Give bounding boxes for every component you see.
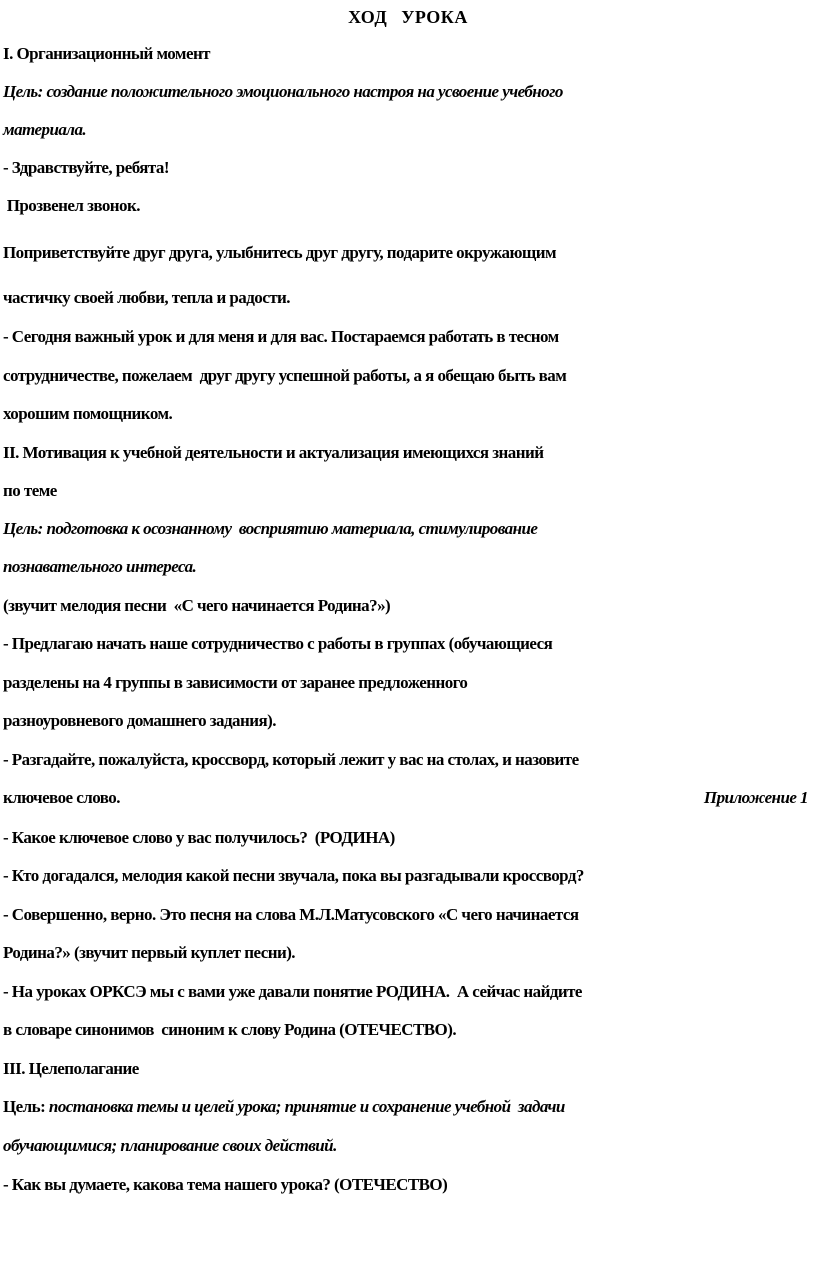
section-heading-3: III. Целеполагание: [3, 1059, 139, 1078]
text-line: частичку своей любви, тепла и радости.: [3, 288, 290, 307]
title-word-2: УРОКА: [401, 7, 468, 27]
text-line: Прозвенел звонок.: [3, 196, 140, 215]
goal-line: познавательного интереса.: [3, 557, 197, 576]
section-heading-1: I. Организационный момент: [3, 44, 210, 63]
text-line: - Разгадайте, пожалуйста, кроссворд, который лежит у вас на столах, и назовите: [3, 750, 579, 769]
text-line: (звучит мелодия песни «С чего начинается Родина?»): [3, 596, 391, 615]
appendix-reference: Приложение 1: [703, 788, 808, 807]
text-line: - На уроках ОРКСЭ мы с вами уже давали понятие РОДИНА. А сейчас найдите: [3, 982, 582, 1001]
appendix-line: [3, 788, 812, 808]
goal-line: [3, 1097, 812, 1117]
text-line: сотрудничестве, пожелаем друг другу успешной работы, а я обещаю быть вам: [3, 366, 567, 385]
text-line: - Как вы думаете, какова тема нашего урока? (ОТЕЧЕСТВО): [3, 1175, 448, 1194]
text-line: - Какое ключевое слово у вас получилось? (РОДИНА): [3, 828, 395, 847]
goal-label: Цель:: [3, 1097, 49, 1116]
text-line: - Здравствуйте, ребята!: [3, 158, 169, 177]
text-line: Родина?» (звучит первый куплет песни).: [3, 943, 296, 962]
section-heading-2: II. Мотивация к учебной деятельности и актуализация имеющихся знаний: [3, 443, 544, 462]
title-word-1: ХОД: [348, 7, 388, 27]
text-line: разноуровневого домашнего задания).: [3, 711, 276, 730]
lesson-title: [0, 7, 816, 27]
text-line: - Совершенно, верно. Это песня на слова М.Л.Матусовского «С чего начинается: [3, 905, 579, 924]
section-heading-2-cont: по теме: [3, 481, 57, 500]
goal-line: материала.: [3, 120, 87, 139]
text-line: в словаре синонимов синоним к слову Родина (ОТЕЧЕСТВО).: [3, 1020, 457, 1039]
goal-line: Цель: подготовка к осознанному восприятию материала, стимулирование: [3, 519, 538, 538]
text-line: - Предлагаю начать наше сотрудничество с работы в группах (обучающиеся: [3, 634, 553, 653]
text-line: хорошим помощником.: [3, 404, 173, 423]
text-line: - Кто догадался, мелодия какой песни звучала, пока вы разгадывали кроссворд?: [3, 866, 584, 885]
goal-line: обучающимися; планирование своих действий.: [3, 1136, 337, 1155]
text-line: ключевое слово.: [3, 788, 120, 807]
goal-text: постановка темы и целей урока; принятие и сохранение учебной задачи: [48, 1097, 565, 1116]
text-line: разделены на 4 группы в зависимости от заранее предложенного: [3, 673, 468, 692]
goal-line: Цель: создание положительного эмоционального настроя на усвоение учебного: [3, 82, 563, 101]
text-line: - Сегодня важный урок и для меня и для вас. Постараемся работать в тесном: [3, 327, 559, 346]
text-line: Поприветствуйте друг друга, улыбнитесь друг другу, подарите окружающим: [3, 243, 556, 262]
